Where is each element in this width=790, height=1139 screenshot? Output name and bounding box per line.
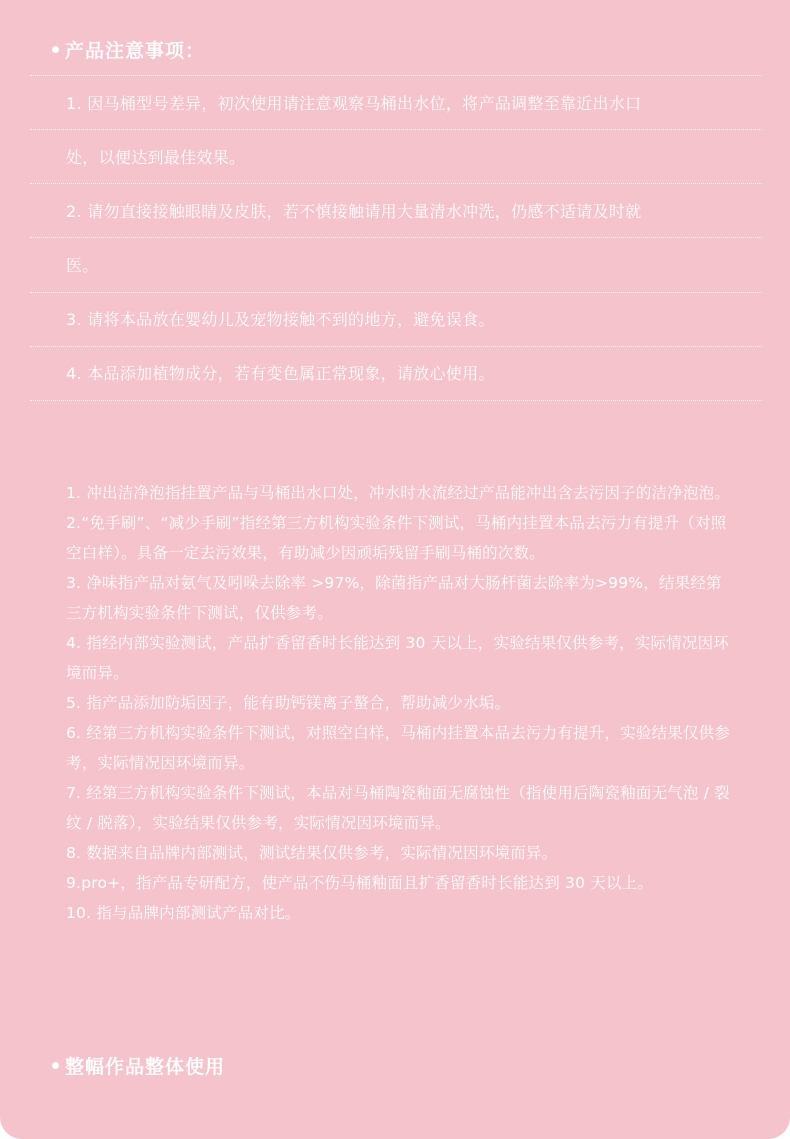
notice-line-2: 处，以便达到最佳效果。 [66,148,246,167]
notice-line-4: 医。 [66,256,99,275]
dotted-divider [30,400,762,401]
footnote-7: 7. 经第三方机构实验条件下测试，本品对马桶陶瓷釉面无腐蚀性（指使用后陶瓷釉面无气泡 / 裂纹 / 脱落），实验结果仅供参考，实际情况因环境而异。 [66,784,730,832]
bullet-icon [52,1062,59,1069]
footnotes [66,478,731,928]
notice-title: 产品注意事项： [65,40,206,62]
footnote-9: 9.pro+，指产品专研配方，使产品不伤马桶釉面且扩香留香时长能达到 30 天以上。 [66,874,654,892]
dotted-divider [30,75,762,76]
dotted-divider [30,129,762,130]
dotted-divider [30,183,762,184]
footnote-6: 6. 经第三方机构实验条件下测试，对照空白样，马桶内挂置本品去污力有提升，实验结果仅供参考，实际情况因环境而异。 [66,724,731,772]
footnote-2: 2.“免手刷”、“减少手刷”指经第三方机构实验条件下测试，马桶内挂置本品去污力有提升（对照空白样）。具备一定去污效果，有助减少因顽垢残留手刷马桶的次数。 [66,514,727,562]
footnote-5: 5. 指产品添加防垢因子，能有助钙镁离子螯合，帮助减少水垢。 [66,694,511,712]
notice-line-6: 4. 本品添加植物成分，若有变色属正常现象，请放心使用。 [66,364,495,383]
footnote-4: 4. 指经内部实验测试，产品扩香留香时长能达到 30 天以上，实验结果仅供参考，实际情况因环境而异。 [66,634,729,682]
notice-line-1: 1. 因马桶型号差异，初次使用请注意观察马桶出水位，将产品调整至靠近出水口 [66,94,642,113]
notice-heading [52,36,205,63]
footnote-10: 10. 指与品牌内部测试产品对比。 [66,904,301,922]
dotted-divider [30,346,762,347]
bottom-title: 整幅作品整体使用 [65,1056,226,1078]
bottom-heading [52,1052,225,1079]
footnote-3: 3. 净味指产品对氨气及吲哚去除率 >97%，除菌指产品对大肠杆菌去除率为>99%，结果经第三方机构实验条件下测试，仅供参考。 [66,574,722,622]
dotted-divider [30,292,762,293]
footnote-8: 8. 数据来自品牌内部测试，测试结果仅供参考，实际情况因环境而异。 [66,844,558,862]
notice-line-3: 2. 请勿直接接触眼睛及皮肤，若不慎接触请用大量清水冲洗，仍感不适请及时就 [66,202,642,221]
dotted-divider [30,237,762,238]
bullet-icon [52,46,59,53]
footnote-1: 1. 冲出洁净泡指挂置产品与马桶出水口处，冲水时水流经过产品能冲出含去污因子的洁净泡泡。 [66,484,731,502]
notice-line-5: 3. 请将本品放在婴幼儿及宠物接触不到的地方，避免误食。 [66,310,495,329]
